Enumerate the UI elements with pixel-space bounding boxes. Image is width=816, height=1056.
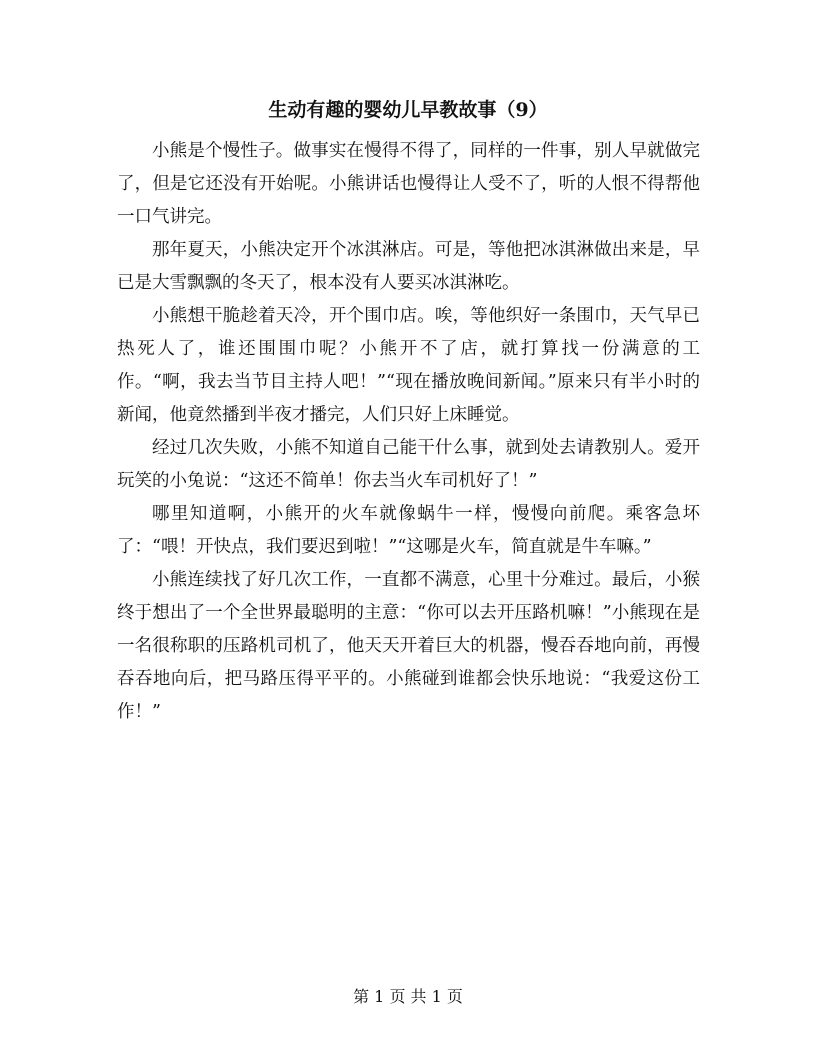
paragraph: 那年夏天，小熊决定开个冰淇淋店。可是，等他把冰淇淋做出来是，早已是大雪飘飘的冬天了，根本没有人要买冰淇淋吃。 [117,240,700,293]
paragraph: 小熊连续找了好几次工作，一直都不满意，心里十分难过。最后，小猴终于想出了一个全世界最聪明的主意：“你可以去开压路机嘛！”小熊现在是一名很称职的压路机司机了，他天天开着巨大的机器，慢吞吞地向前，再慢吞吞地向后，把马路压得平平的。小熊碰到谁都会快乐地说：“我爱这份工作！” [117,570,700,722]
paragraph: 哪里知道啊，小熊开的火车就像蜗牛一样，慢慢向前爬。乘客急坏了：“喂！开快点，我们要迟到啦！”“这哪是火车，简直就是牛车嘛。” [117,504,700,557]
page-footer: 第 1 页 共 1 页 [353,987,463,1006]
document-body [117,135,700,729]
paragraph: 经过几次失败，小熊不知道自己能干什么事，就到处去请教别人。爱开玩笑的小兔说：“这还不简单！你去当火车司机好了！” [117,438,700,491]
paragraph: 小熊是个慢性子。做事实在慢得不得了，同样的一件事，别人早就做完了，但是它还没有开始呢。小熊讲话也慢得让人受不了，听的人恨不得帮他一口气讲完。 [117,141,700,227]
document-title: 生动有趣的婴幼儿早教故事（9） [268,99,548,121]
paragraph: 小熊想干脆趁着天冷，开个围巾店。唉，等他织好一条围巾，天气早已热死人了，谁还围围巾呢？小熊开不了店，就打算找一份满意的工作。“啊，我去当节目主持人吧！”“现在播放晚间新闻。”原来只有半小时的新闻，他竟然播到半夜才播完，人们只好上床睡觉。 [117,306,700,425]
